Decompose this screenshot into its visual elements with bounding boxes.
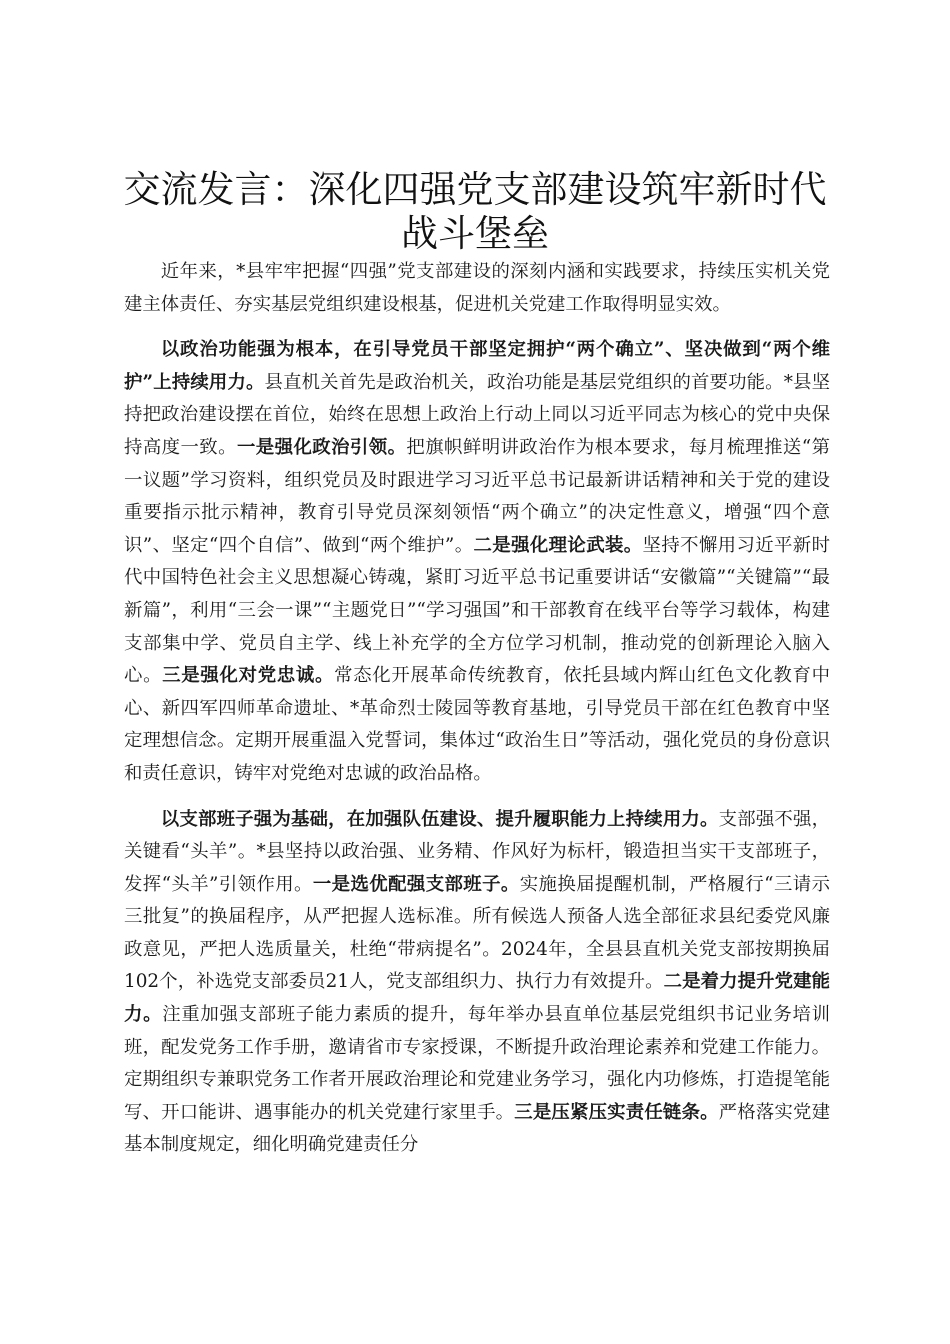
paragraph-branch-team bbox=[124, 804, 830, 1163]
point-heading: 一是强化政治引领。 bbox=[236, 436, 407, 458]
point-heading: 一是选优配强支部班子。 bbox=[312, 873, 520, 895]
paragraph-text: 注重加强支部班子能力素质的提升，每年举办县直单位基层党组织书记业务培训班，配发党务工作手册，邀请省市专家授课，不断提升政治理论素养和党建工作能力。定期组织专兼职党务工作者开展政治理论和党建业务学习，强化内功修炼，打造提笔能写、开口能讲、遇事能办的机关党建行家里手。 bbox=[124, 1004, 830, 1123]
paragraph-political-function bbox=[124, 334, 830, 790]
section-heading: 以支部班子强为基础，在加强队伍建设、提升履职能力上持续用力。 bbox=[160, 808, 719, 830]
paragraph-text: 县直机关首先是政治机关，政治功能是基层党组织的首要功能。*县坚持把政治建设摆在首位，始终在思想上政治上行动上同以习近平同志为核心的党中央保持高度一致。 bbox=[124, 371, 830, 458]
document-title: 交流发言：深化四强党支部建设筑牢新时代战斗堡垒 bbox=[123, 168, 827, 255]
paragraph-text: 支部强不强，关键看“头羊”。*县坚持以政治强、业务精、作风好为标杆，锻造担当实干支部班子，发挥“头羊”引领作用。 bbox=[124, 808, 830, 895]
point-heading: 三是强化对党忠诚。 bbox=[162, 665, 335, 687]
document-body bbox=[124, 256, 830, 1175]
paragraph-text: 常态化开展革命传统教育，依托县域内辉山红色文化教育中心、新四军四师革命遗址、*革命烈士陵园等教育基地，引导党员干部在红色教育中坚定理想信念。定期开展重温入党誓词，集体过“政治生日”等活动，强化党员的身份意识和责任意识，铸牢对党绝对忠诚的政治品格。 bbox=[124, 665, 830, 784]
paragraph-text: 实施换届提醒机制，严格履行“三请示三批复”的换届程序，从严把握人选标准。所有候选人预备人选全部征求县纪委党风廉政意见，严把人选质量关，杜绝“带病提名”。2024年，全县县直机关党支部按期换届102个，补选党支部委员21人，党支部组织力、执行力有效提升。 bbox=[124, 873, 830, 993]
point-heading: 二是强化理论武装。 bbox=[473, 534, 643, 556]
paragraph-intro bbox=[124, 256, 830, 321]
paragraph-text: 把旗帜鲜明讲政治作为根本要求，每月梳理推送“第一议题”学习资料，组织党员及时跟进学习习近平总书记最新讲话精神和关于党的建设重要指示批示精神，教育引导党员深刻领悟“两个确立”的决定性意义，增强“四个意识”、坚定“四个自信”、做到“两个维护”。 bbox=[124, 436, 830, 556]
paragraph-text: 近年来，*县牢牢把握“四强”党支部建设的深刻内涵和实践要求，持续压实机关党建主体责任、夯实基层党组织建设根基，促进机关党建工作取得明显实效。 bbox=[124, 261, 830, 315]
section-heading: 以政治功能强为根本，在引导党员干部坚定拥护“两个确立”、坚决做到“两个维护”上持续用力。 bbox=[124, 339, 830, 393]
paragraph-text: 严格落实党建基本制度规定，细化明确党建责任分 bbox=[124, 1101, 830, 1156]
paragraph-text: 坚持不懈用习近平新时代中国特色社会主义思想凝心铸魂，紧盯习近平总书记重要讲话“安徽篇”“关键篇”“最新篇”，利用“三会一课”“主题党日”“学习强国”和干部教育在线平台等学习载体，构建支部集中学、党员自主学、线上补充学的全方位学习机制，推动党的创新理论入脑入心。 bbox=[124, 534, 830, 687]
point-heading: 三是压紧压实责任链条。 bbox=[514, 1101, 719, 1123]
point-heading: 二是着力提升党建能力。 bbox=[124, 971, 830, 1026]
